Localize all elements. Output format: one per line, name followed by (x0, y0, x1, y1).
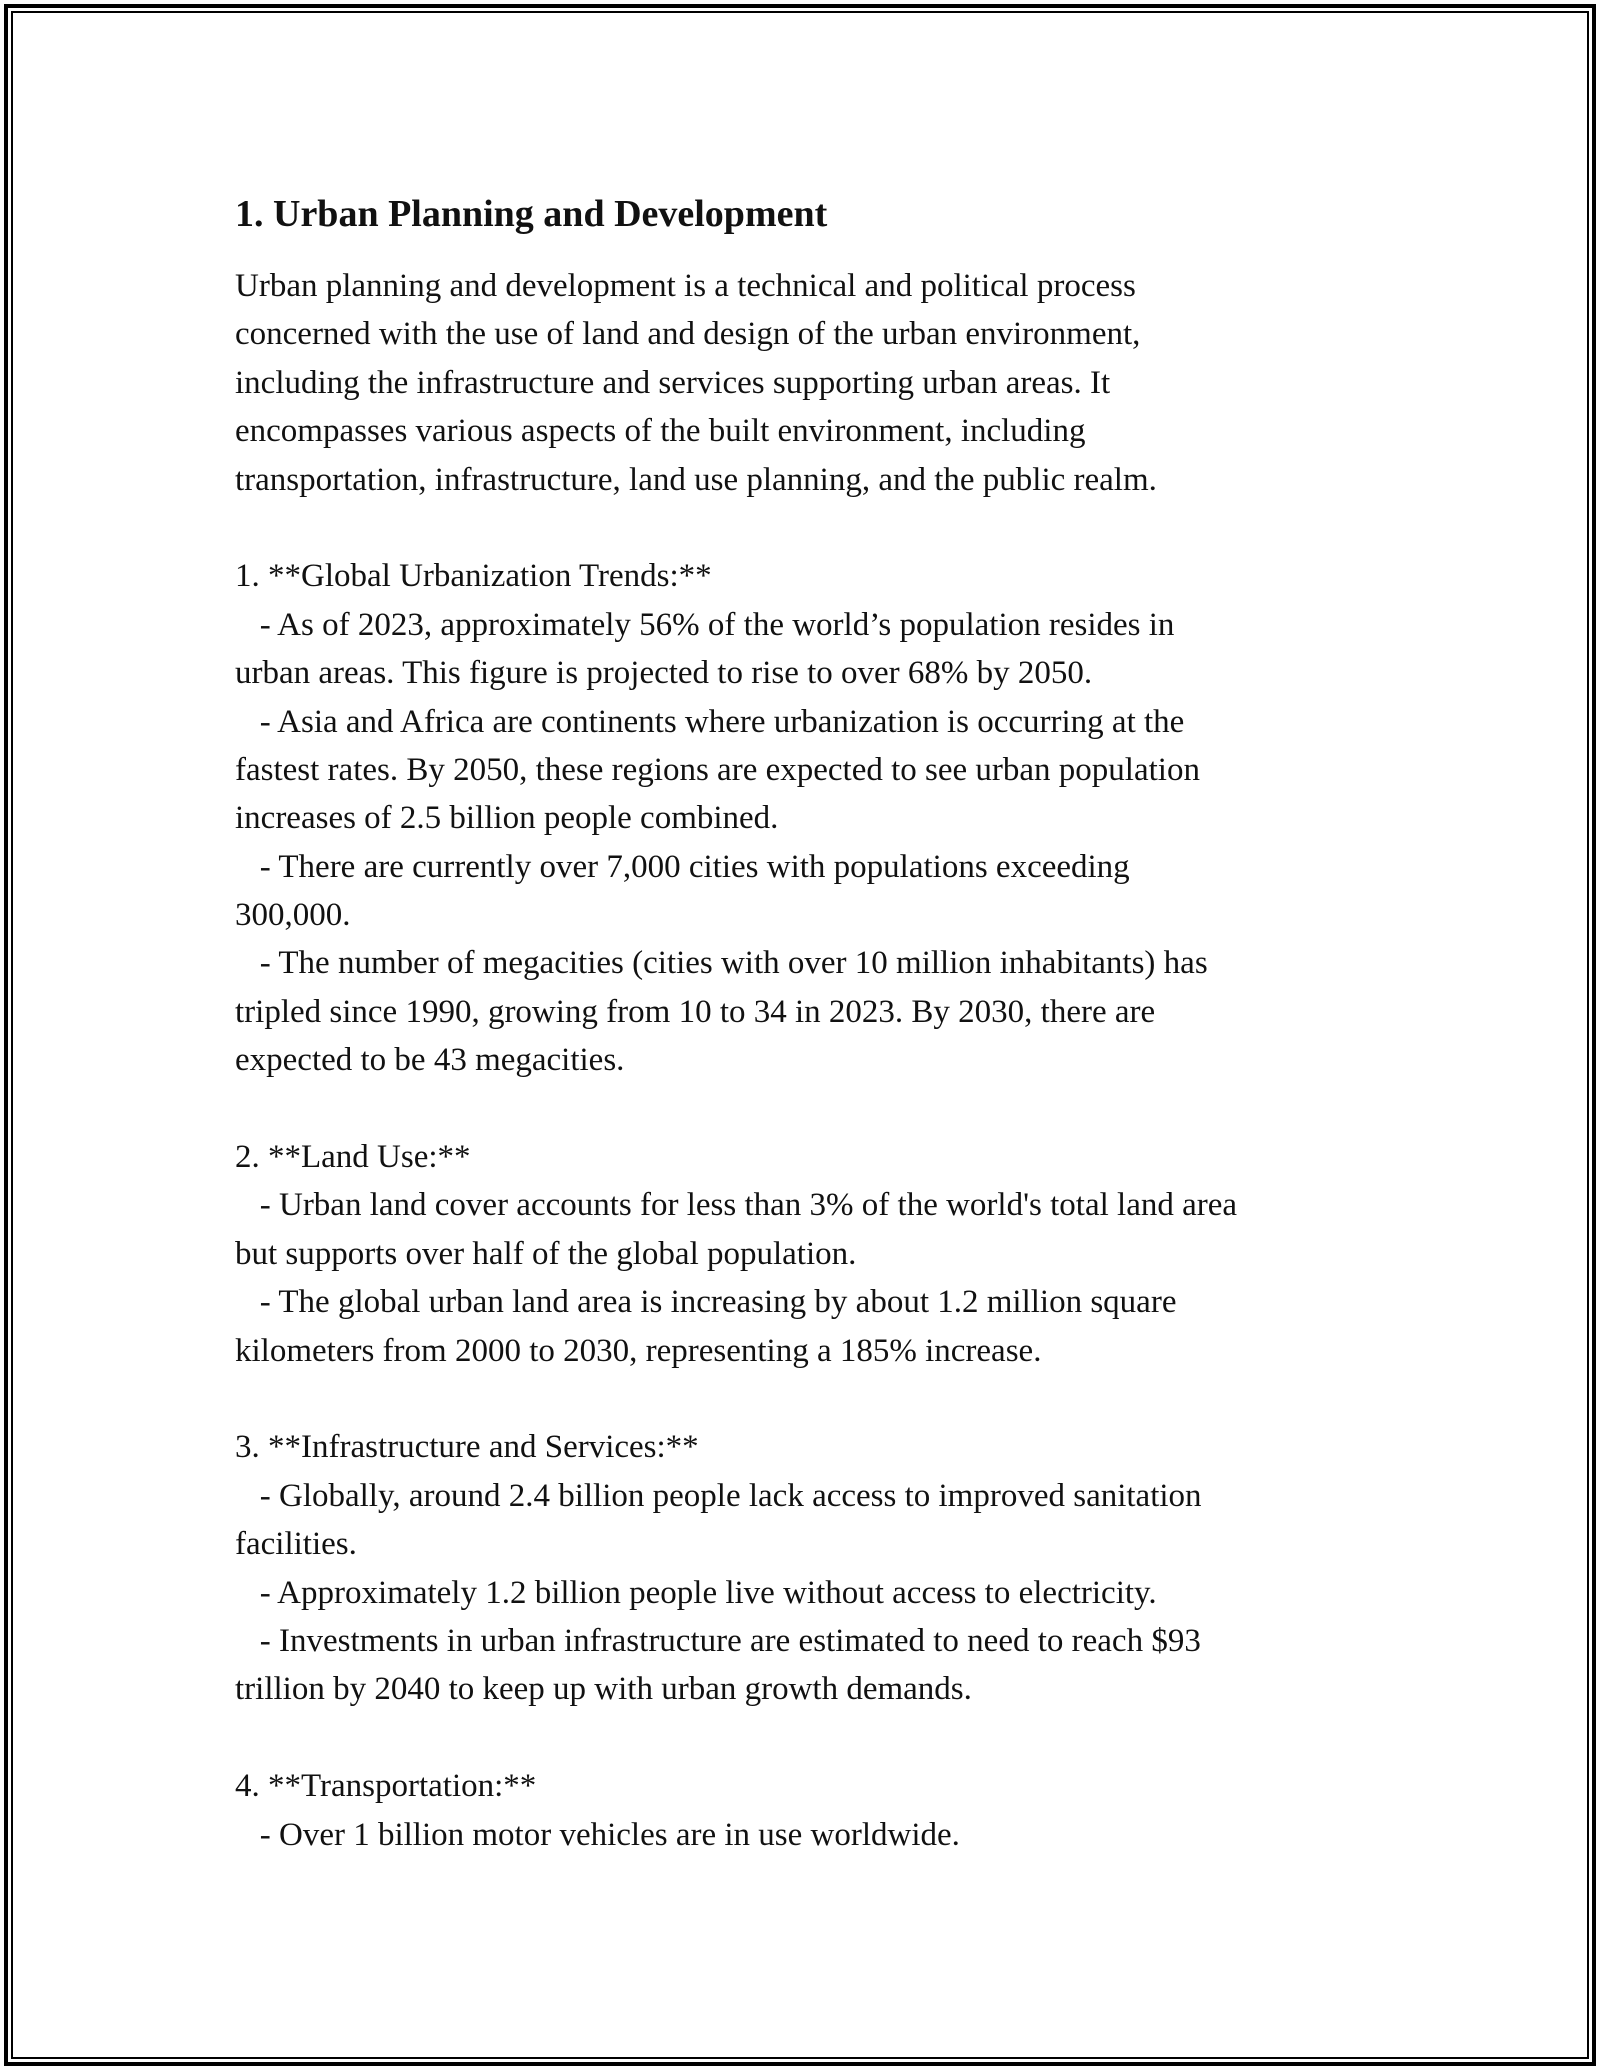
text-line: - The number of megacities (cities with over 10 million inhabitants) has (235, 945, 1208, 982)
paragraph-gap (235, 1375, 1375, 1423)
text-line: fastest rates. By 2050, these regions are expected to see urban population (235, 751, 1200, 788)
text-line: transportation, infrastructure, land use planning, and the public realm. (235, 461, 1157, 498)
section-heading-line: 2. **Land Use:** (235, 1139, 471, 1176)
text-line: encompasses various aspects of the built environment, including (235, 413, 1086, 450)
document-title: 1. Urban Planning and Development (235, 193, 828, 235)
text-line: Urban planning and development is a technical and political process (235, 268, 1136, 304)
text-line: - Over 1 billion motor vehicles are in use worldwide. (235, 1816, 960, 1853)
text-line: - Approximately 1.2 billion people live without access to electricity. (235, 1574, 1157, 1611)
document-body (235, 262, 1375, 1859)
text-line: tripled since 1990, growing from 10 to 34 in 2023. By 2030, there are (235, 993, 1156, 1030)
section-heading-line: 4. **Transportation:** (235, 1768, 537, 1805)
text-line: - Investments in urban infrastructure are estimated to need to reach $93 (235, 1622, 1201, 1659)
text-line: - The global urban land area is increasing by about 1.2 million square (235, 1284, 1177, 1321)
text-line: kilometers from 2000 to 2030, representing a 185% increase. (235, 1332, 1042, 1369)
text-line: - There are currently over 7,000 cities with populations exceeding (235, 848, 1130, 885)
section-infrastructure-and-services (235, 1423, 1375, 1713)
section-heading-line: 1. **Global Urbanization Trends:** (235, 558, 712, 595)
text-line: expected to be 43 megacities. (235, 1042, 625, 1079)
text-line: facilities. (235, 1526, 357, 1563)
section-transportation (235, 1762, 1375, 1859)
text-line: concerned with the use of land and design of the urban environment, (235, 316, 1141, 353)
text-line: urban areas. This figure is projected to rise to over 68% by 2050. (235, 655, 1093, 692)
text-line: - As of 2023, approximately 56% of the world’s population resides in (235, 606, 1175, 643)
text-line: - Globally, around 2.4 billion people lack access to improved sanitation (235, 1477, 1202, 1514)
section-global-urbanization-trends (235, 552, 1375, 1084)
text-line: - Urban land cover accounts for less than 3% of the world's total land area (235, 1187, 1238, 1224)
text-line: trillion by 2040 to keep up with urban growth demands. (235, 1671, 972, 1708)
text-line: - Asia and Africa are continents where urbanization is occurring at the (235, 703, 1185, 740)
section-land-use (235, 1133, 1375, 1375)
text-line: including the infrastructure and services supporting urban areas. It (235, 364, 1111, 401)
text-line: but supports over half of the global population. (235, 1235, 857, 1272)
section-heading-line: 3. **Infrastructure and Services:** (235, 1429, 699, 1466)
text-line: 300,000. (235, 897, 351, 934)
paragraph-gap (235, 504, 1375, 552)
text-line: increases of 2.5 billion people combined. (235, 800, 779, 837)
paragraph-gap (235, 1085, 1375, 1133)
intro-paragraph (235, 262, 1375, 504)
paragraph-gap (235, 1714, 1375, 1762)
document-content (235, 184, 1375, 1859)
